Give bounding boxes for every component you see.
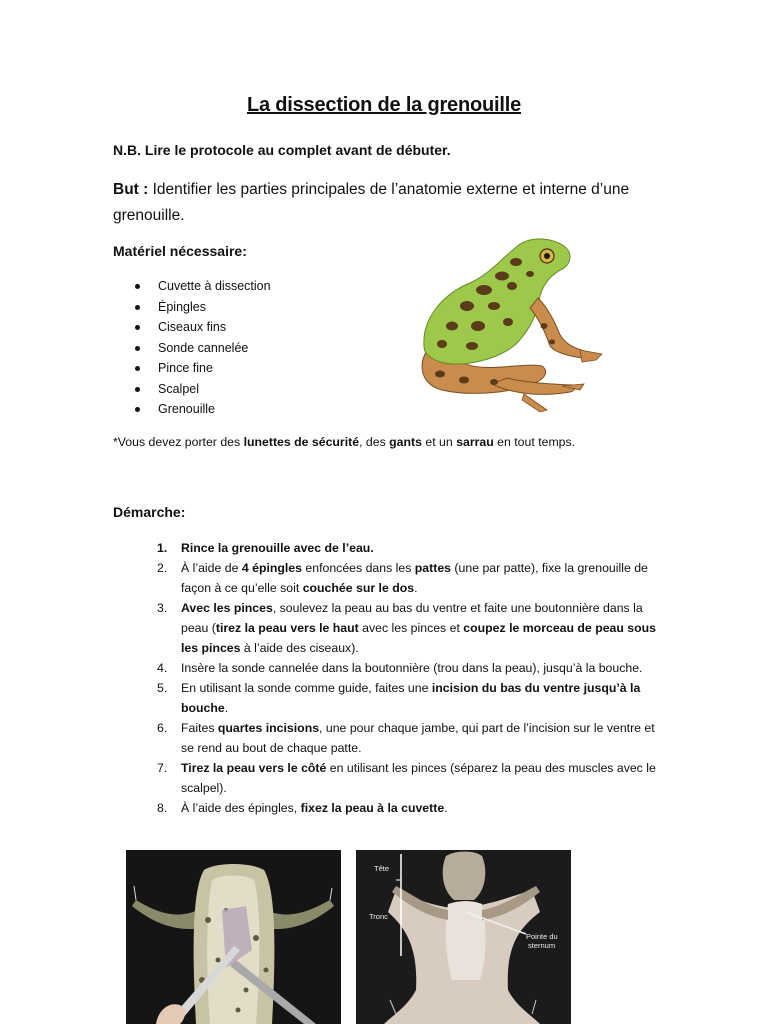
text-run: À l’aide de — [181, 561, 242, 575]
bold-text: gants — [389, 435, 422, 449]
bold-text: 4 épingles — [241, 561, 302, 575]
bold-text: tirez la peau vers le haut — [215, 621, 359, 635]
label-head: Tête — [374, 864, 390, 873]
bold-text: fixez la peau à la cuvette — [300, 801, 445, 815]
list-item: Épingles — [113, 297, 271, 318]
goal-paragraph — [113, 177, 633, 229]
list-item — [145, 758, 660, 798]
text-run: (une par patte), fixe la grenouille de façon à ce qu’elle soit — [181, 561, 648, 595]
list-item: Grenouille — [113, 399, 271, 420]
bold-text: pattes — [414, 561, 452, 575]
bold-text: sarrau — [456, 435, 494, 449]
step-number: 8. — [157, 801, 168, 815]
step-number: 1. — [157, 541, 168, 555]
goal-label: But : — [113, 181, 149, 198]
text-run: enfoncées dans les — [301, 561, 415, 575]
list-item — [145, 658, 660, 678]
bold-text: incision du bas du ventre jusqu’à la bouche — [181, 681, 641, 715]
materials-heading: Matériel nécessaire: — [113, 243, 247, 259]
procedure-steps — [145, 538, 660, 818]
step-number: 5. — [157, 681, 168, 695]
text-run: . — [224, 701, 229, 715]
text-run: . — [414, 581, 418, 595]
text-run: Insère la sonde cannelée dans la boutonnière (trou dans la peau), jusqu’à la bouche. — [181, 661, 643, 675]
text-run: En utilisant la sonde comme guide, faites une — [181, 681, 432, 695]
list-item: Sonde cannelée — [113, 338, 271, 359]
dissection-photo-1 — [126, 850, 341, 1024]
safety-note — [113, 435, 575, 449]
bold-text: coupez le morceau de peau sous les pinces — [181, 621, 657, 655]
dissection-photo-2 — [356, 850, 571, 1024]
text-run: Faites — [181, 721, 218, 735]
bold-text: Rince la grenouille avec de l’eau. — [181, 541, 374, 555]
label-trunk: Tronc — [369, 912, 388, 921]
label-sternum-line1: Pointe du — [526, 932, 558, 941]
text-run: en tout temps. — [493, 435, 576, 449]
note-read-protocol: N.B. Lire le protocole au complet avant de débuter. — [113, 142, 451, 158]
text-run: , soulevez la peau au bas du ventre et faite une boutonnière dans la peau ( — [181, 601, 643, 635]
bold-text: couchée sur le dos — [302, 581, 415, 595]
text-run: à l’aide des ciseaux). — [240, 641, 359, 655]
goal-text: Identifier les parties principales de l’anatomie externe et interne d’une grenouille. — [113, 181, 630, 224]
list-item: Pince fine — [113, 358, 271, 379]
list-item — [145, 598, 660, 658]
step-number: 3. — [157, 601, 168, 615]
list-item — [145, 678, 660, 718]
text-run: avec les pinces et — [358, 621, 464, 635]
text-run: en utilisant les pinces (séparez la peau des muscles avec le scalpel). — [181, 761, 656, 795]
text-run: et un — [421, 435, 457, 449]
text-run: À l’aide des épingles, — [181, 801, 301, 815]
list-item: Scalpel — [113, 379, 271, 400]
text-run: *Vous devez porter des — [113, 435, 244, 449]
bold-text: lunettes de sécurité — [243, 435, 360, 449]
text-run: . — [444, 801, 448, 815]
materials-list — [113, 276, 271, 420]
frog-illustration — [412, 234, 608, 420]
bold-text: Avec les pinces — [181, 601, 273, 615]
list-item — [145, 538, 660, 558]
step-number: 2. — [157, 561, 168, 575]
bold-text: quartes incisions — [217, 721, 320, 735]
step-number: 6. — [157, 721, 168, 735]
procedure-heading: Démarche: — [113, 504, 186, 520]
list-item — [145, 718, 660, 758]
list-item — [145, 558, 660, 598]
text-run: , une pour chaque jambe, qui part de l’incision sur le ventre et se rend au bout de chaque patte. — [181, 721, 655, 755]
text-run: , des — [359, 435, 390, 449]
list-item: Cuvette à dissection — [113, 276, 271, 297]
list-item — [145, 798, 660, 818]
bold-text: Tirez la peau vers le côté — [181, 761, 327, 775]
list-item: Ciseaux fins — [113, 317, 271, 338]
page-title: La dissection de la grenouille — [246, 94, 522, 116]
step-number: 4. — [157, 661, 168, 675]
step-number: 7. — [157, 761, 168, 775]
label-sternum-line2: sternum — [528, 941, 556, 950]
